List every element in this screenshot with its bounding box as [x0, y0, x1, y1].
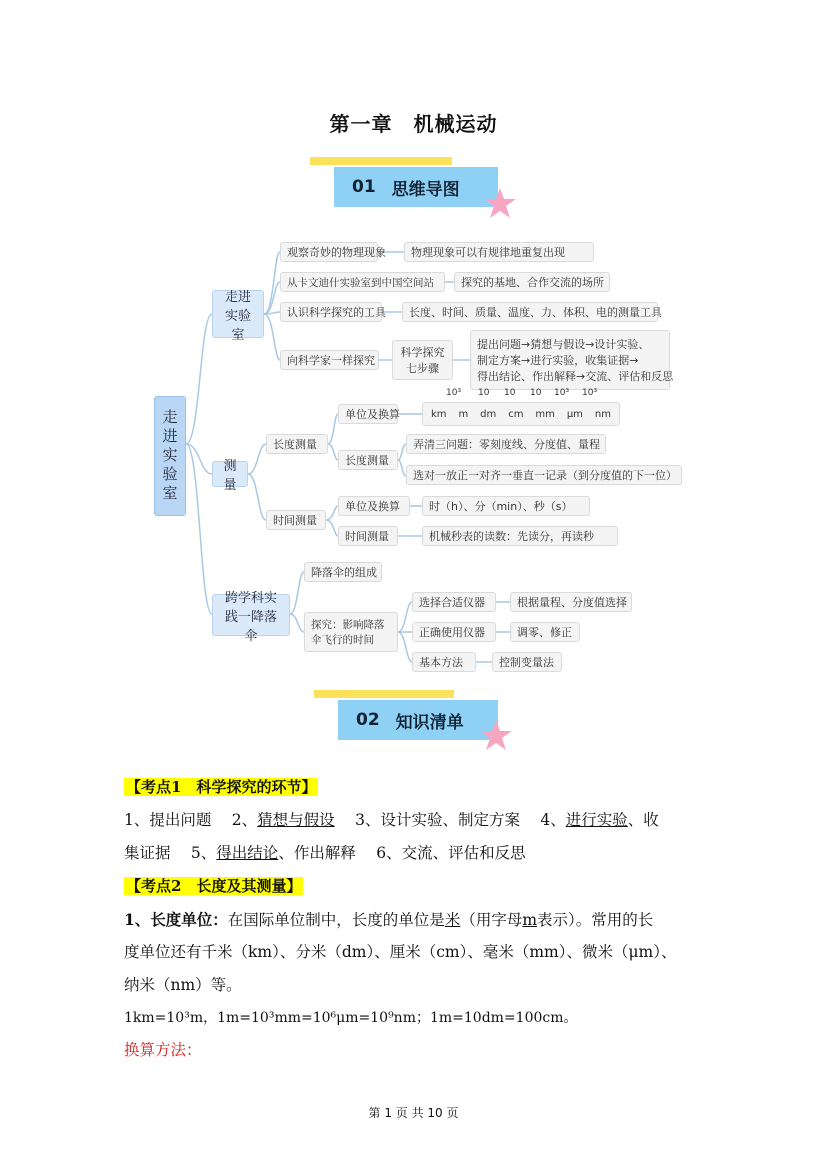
length-measure: 长度测量: [338, 450, 398, 470]
kp1-line-1: 1、提出问题 2、猜想与假设 3、设计实验、制定方案 4、进行实验、收: [124, 811, 659, 829]
step-use-instrument: 正确使用仪器: [412, 622, 496, 642]
section-header-mindmap: [334, 167, 498, 207]
kp2-para-1: 1、长度单位：在国际单位制中，长度的单位是米（用字母m表示）。常用的长: [124, 910, 654, 929]
step-basic-method: 基本方法: [412, 652, 476, 672]
length-units-chain: [422, 402, 620, 426]
section-accent-bar: [310, 157, 452, 165]
factor-4: 10: [530, 388, 542, 398]
unit-km: km: [431, 408, 447, 420]
time-measure-detail: 机械秒表的读数：先读分，再读秒: [422, 526, 618, 546]
lab-item-1-detail: 物理现象可以有规律地重复出现: [404, 242, 594, 262]
kp1-tag: 【考点1 科学探究的环节】: [126, 778, 317, 796]
star-icon: [478, 718, 514, 754]
lab-item-4-mid: 科学探究七步骤: [392, 340, 453, 380]
lab-item-3: 认识科学探究的工具: [280, 302, 382, 322]
lab-item-2: 从卡文迪什实验室到中国空间站: [280, 272, 445, 292]
factor-1: 10³: [446, 388, 462, 398]
time-unit: 单位及换算: [338, 496, 410, 516]
kp2-tag: 【考点2 长度及其测量】: [126, 877, 302, 895]
unit-m: m: [458, 408, 469, 420]
lab-item-1: 观察奇妙的物理现象: [280, 242, 378, 262]
star-icon: [482, 186, 518, 222]
time-measure: 时间测量: [338, 526, 398, 546]
kp1-line-2: 集证据 5、得出结论、作出解释 6、交流、评估和反思: [124, 844, 526, 862]
branch-lab: 走进实验室: [212, 290, 264, 338]
lab-item-4: 向科学家一样探究: [280, 350, 379, 370]
step-select-instrument-detail: 根据量程、分度值选择: [510, 592, 632, 612]
mind-map: [150, 234, 688, 680]
lab-item-4-detail: 提出问题→猜想与假设→设计实验、 制定方案→进行实验，收集证据→ 得出结论、作出解释→交流、评估和反思: [470, 330, 670, 390]
section-number: 02: [356, 710, 380, 730]
kp2-method: 换算方法：: [124, 1041, 202, 1059]
length-measure-step-1: 弄清三问题：零刻度线、分度值、量程: [406, 434, 606, 454]
factor-5: 10³: [554, 388, 570, 398]
length-measure-step-2: 选对一放正一对齐一垂直一记录（到分度值的下一位）: [406, 465, 682, 485]
step-basic-method-detail: 控制变量法: [492, 652, 562, 672]
page-title: 第一章 机械运动: [329, 112, 498, 136]
kp2-para-2: 度单位还有千米（km）、分米（dm）、厘米（cm）、毫米（mm）、微米（μm）、: [124, 943, 677, 961]
section-label: 知识清单: [395, 712, 464, 733]
time-unit-detail: 时（h）、分（min）、秒（s）: [422, 496, 590, 516]
factor-3: 10: [504, 388, 516, 398]
lab-item-2-detail: 探究的基地、合作交流的场所: [454, 272, 610, 292]
page-footer: 第 1 页 共 10 页: [368, 1106, 459, 1120]
section-label: 思维导图: [391, 179, 460, 200]
lab-item-3-detail: 长度、时间、质量、温度、力、体积、电的测量工具: [402, 302, 658, 322]
section-number: 01: [352, 177, 376, 197]
step-use-instrument-detail: 调零、修正: [510, 622, 580, 642]
section-header-knowledge: [338, 700, 498, 740]
unit-cm: cm: [508, 408, 524, 420]
unit-mm: mm: [535, 408, 555, 420]
kp2-conversion: 1km=10³m，1m=10³mm=10⁶μm=10⁹nm；1m=10dm=100cm。: [124, 1010, 578, 1026]
branch-measure: 测量: [212, 461, 248, 487]
length-measurement: 长度测量: [266, 434, 328, 454]
unit-dm: dm: [480, 408, 497, 420]
parachute-components: 降落伞的组成: [304, 562, 382, 582]
factor-6: 10³: [582, 388, 598, 398]
kp2-para-3: 纳米（nm）等。: [124, 976, 242, 994]
branch-parachute: 跨学科实践一降落伞: [212, 594, 290, 636]
parachute-explore: 探究：影响降落伞飞行的时间: [304, 612, 398, 652]
section-accent-bar: [314, 690, 454, 698]
unit-um: μm: [566, 408, 583, 420]
mind-map-root: 走进实验室: [154, 396, 186, 516]
time-measurement: 时间测量: [266, 510, 326, 530]
factor-2: 10: [478, 388, 490, 398]
step-select-instrument: 选择合适仪器: [412, 592, 496, 612]
unit-nm: nm: [594, 408, 611, 420]
length-unit: 单位及换算: [338, 404, 398, 424]
